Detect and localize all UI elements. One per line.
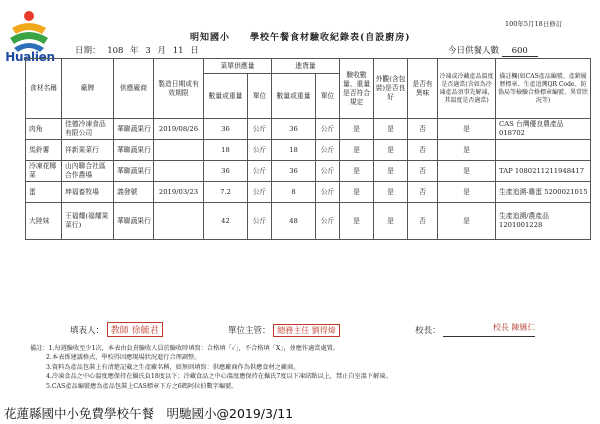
header-foreign: 是否有異味: [408, 59, 438, 119]
cell-c2: 是: [374, 182, 408, 203]
cell-name: 大陸妹: [26, 203, 62, 240]
cell-u1: 公斤: [248, 203, 272, 240]
header-remarks: 備註欄(如CAS產品編號、產銷履歷標章、生產追溯QR Code、防偽局等檢驗合格標章編號、異常狀況等): [496, 59, 591, 119]
photo-caption: 花蓮縣國中小免費學校午餐 明馳國小@2019/3/11: [4, 406, 294, 421]
cell-name: 蛋: [26, 182, 62, 203]
cell-c4: 是: [438, 119, 496, 140]
hualien-logo-icon: [6, 8, 52, 56]
cell-q2: 18: [272, 140, 316, 161]
header-vendor: 廠牌: [62, 59, 114, 119]
cell-supplier: 華聯蔬果行: [114, 161, 154, 182]
note-item: 備註：1.每週驗收至少1次，本表由負責驗收人員於驗收時填寫：合格填「✓」，不合格填「X」，並應作適當處置。: [30, 345, 340, 352]
cell-u1: 公斤: [248, 161, 272, 182]
header-frozen: 冷凍或冷藏產品溫度是否適當(含如為冷凍產品須事先解凍，其溫度是否適當): [438, 59, 496, 119]
cell-remark: CAS 台灣優良農產品 018702: [496, 119, 591, 140]
cell-remark: [496, 140, 591, 161]
cell-vendor: 祥新果菜行: [62, 140, 114, 161]
header-qty-1: 數量或重量: [204, 74, 248, 119]
cell-c4: 是: [438, 140, 496, 161]
cell-u2: 公斤: [316, 182, 340, 203]
header-unit-2: 單位: [316, 74, 340, 119]
page-title: 明知國小 學校午餐食材驗收紀錄表(自設廚房): [190, 33, 411, 43]
table-body: [26, 119, 591, 240]
cell-u1: 公斤: [248, 182, 272, 203]
cell-vendor: 王福耀(福耀果菜行): [62, 203, 114, 240]
date-year: 108: [107, 46, 124, 56]
cell-date: 2019/08/26: [154, 119, 204, 140]
note-item: 4.冷凍食品之中心溫度應保持在攝氏負18度以下；冷藏食品之中心溫度應保持在攝氏7度以下凍結點以上，禁止自室溫下解凍。: [46, 373, 392, 381]
header-veg-supply: 菜單供應量: [204, 59, 272, 74]
filler-label: 填表人：: [70, 326, 105, 336]
header-supplier: 供應廠商: [114, 59, 154, 119]
cell-supplier: 華聯蔬果行: [114, 203, 154, 240]
cell-u1: 公斤: [248, 119, 272, 140]
cell-q2: 36: [272, 161, 316, 182]
date-year-unit: 年: [130, 46, 139, 56]
cell-q2: 48: [272, 203, 316, 240]
header-qty-2: 數量或重量: [272, 74, 316, 119]
header-incoming: 進貨量: [272, 59, 340, 74]
cell-vendor: 山內聯合社區合作農場: [62, 161, 114, 182]
logo-wordmark: Hualien: [5, 50, 55, 64]
date-month-unit: 月: [157, 46, 167, 56]
cell-c4: 是: [438, 161, 496, 182]
cell-vendor: 坤福畜牧場: [62, 182, 114, 203]
cell-name: 肉角: [26, 119, 62, 140]
cell-q1: 42: [204, 203, 248, 240]
cell-q1: 36: [204, 161, 248, 182]
cell-c1: 是: [340, 119, 374, 140]
cell-date: 2019/03/23: [154, 182, 204, 203]
cell-remark: TAP 1080211211948417: [496, 161, 591, 182]
cell-date: [154, 140, 204, 161]
unit-head-stamp: 總務主任 劉得煒: [273, 324, 340, 337]
date-line: [75, 44, 199, 56]
cell-u2: 公斤: [316, 119, 340, 140]
cell-c1: 是: [340, 182, 374, 203]
cell-c4: 是: [438, 203, 496, 240]
cell-c2: 是: [374, 140, 408, 161]
cell-c2: 是: [374, 203, 408, 240]
header-food-name: 食材名稱: [26, 59, 62, 119]
cell-q1: 7.2: [204, 182, 248, 203]
unit-head-label: 單位主管：: [228, 326, 271, 336]
filler-stamp: 教師 徐毓君: [107, 322, 163, 337]
note-item: 3.資料為產品包裝上有清楚記載之生產廠名稱，如無則填寫：供應廠商作為供應食材之廠商。: [46, 363, 300, 371]
cell-c2: 是: [374, 161, 408, 182]
cell-u2: 公斤: [316, 161, 340, 182]
cell-c3: 否: [408, 203, 438, 240]
header-date: 製造日期或有效期限: [154, 59, 204, 119]
supply-value: 600: [502, 46, 538, 57]
cell-c3: 否: [408, 161, 438, 182]
cell-u2: 公斤: [316, 203, 340, 240]
date-day: 11: [172, 46, 184, 56]
cell-u1: 公斤: [248, 140, 272, 161]
principal-label: 校長：: [415, 326, 441, 336]
revision-date: 100年5月18日修訂: [505, 20, 563, 28]
table-row: [26, 203, 591, 240]
cell-c1: 是: [340, 203, 374, 240]
cell-vendor: 佳德冷凍食品有限公司: [62, 119, 114, 140]
cell-supplier: 華聯蔬果行: [114, 119, 154, 140]
cell-q1: 18: [204, 140, 248, 161]
date-day-unit: 日: [190, 46, 199, 56]
note-item: 2.本表係建議格式，學校得因應現場狀況進行合理調整。: [46, 354, 201, 362]
cell-name: 馬鈴薯: [26, 140, 62, 161]
inspection-table: [25, 58, 591, 240]
cell-remark: 生產追溯-雞蛋 5200021015: [496, 182, 591, 203]
cell-name: 冷凍花椰菜: [26, 161, 62, 182]
cell-supplier: 華聯蔬果行: [114, 140, 154, 161]
cell-c3: 否: [408, 182, 438, 203]
note-item: 5.CAS產品編號應為產品包裝上CAS標章下方之6碼阿拉伯數字編號。: [46, 382, 238, 390]
cell-supplier: 義發號: [114, 182, 154, 203]
table-row: [26, 161, 591, 182]
supply-count: [448, 44, 538, 57]
principal-stamp: 校長 陳嬿仁: [443, 322, 535, 337]
table-row: [26, 140, 591, 161]
cell-u2: 公斤: [316, 140, 340, 161]
date-label: 日期：: [75, 46, 101, 56]
date-month: 3: [145, 46, 151, 56]
notes: [30, 344, 392, 391]
cell-c1: 是: [340, 161, 374, 182]
table-row: [26, 119, 591, 140]
table-row: [26, 182, 591, 203]
supply-label: 今日供餐人數: [448, 46, 500, 56]
cell-q2: 8: [272, 182, 316, 203]
header-appearance: 外觀(含包裝)是否良好: [374, 59, 408, 119]
cell-c2: 是: [374, 119, 408, 140]
cell-date: [154, 203, 204, 240]
cell-remark: 生產追溯/農產品 1201001228: [496, 203, 591, 240]
cell-q1: 36: [204, 119, 248, 140]
signature-line: [70, 322, 535, 337]
cell-date: [154, 161, 204, 182]
cell-c1: 是: [340, 140, 374, 161]
cell-c3: 否: [408, 140, 438, 161]
cell-q2: 36: [272, 119, 316, 140]
header-check-qty: 驗收數量、重量是否符合規定: [340, 59, 374, 119]
cell-c3: 否: [408, 119, 438, 140]
cell-c4: 是: [438, 182, 496, 203]
header-unit-1: 單位: [248, 74, 272, 119]
